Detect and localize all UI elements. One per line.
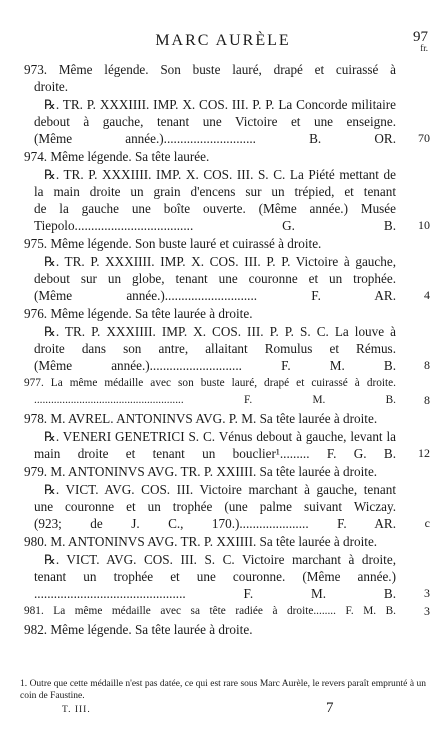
- catalogue-entry: [24, 410, 396, 427]
- price-value: 10: [418, 218, 430, 232]
- catalogue-entry: [24, 323, 430, 374]
- catalogue-entry: [24, 533, 396, 550]
- catalogue-entry: [24, 166, 430, 234]
- entry-line: (Même année.)............................ F. M. B.: [34, 358, 396, 373]
- catalogue-entry: [24, 253, 430, 304]
- entry-line: (Même année.)............................ B. OR.: [34, 131, 396, 146]
- entry-line: .............................................. F. M. B.: [34, 586, 396, 601]
- entry-line: la main droite un grain d'encens sur un trépied, et tenant: [34, 184, 396, 199]
- entry-line: 980. M. ANTONINVS AVG. TR. P. XXIIII. Sa tête laurée à droite.: [24, 534, 378, 549]
- entry-line: 973. Même légende. Son buste lauré, drapé et cuirassé à: [24, 62, 396, 77]
- entry-line: ..................................................... F. M. B.: [34, 394, 396, 406]
- price-value: 8: [424, 393, 430, 407]
- price-value: 4: [424, 288, 430, 302]
- catalogue-entry: [24, 61, 396, 95]
- catalogue-entry: [24, 235, 396, 252]
- entry-line: ℞. VICT. AVG. COS. III. Victoire marchant à gauche, tenant: [44, 482, 396, 497]
- catalogue-entry: [24, 481, 430, 532]
- entry-line: droite dans son antre, allaitant Romulus et Rémus.: [34, 341, 396, 356]
- running-title: MARC AURÈLE: [155, 32, 291, 49]
- catalogue-entry: [24, 551, 430, 602]
- signature-mark: T. III.: [62, 705, 91, 715]
- price-value: 12: [418, 446, 430, 460]
- catalogue-entry: [24, 428, 430, 462]
- catalogue-entry: [24, 305, 396, 322]
- catalogue-entry: [24, 375, 430, 409]
- entry-line: tenant un trophée et une couronne. (Même année.): [34, 569, 396, 584]
- entry-line: ℞. TR. P. XXXIIII. IMP. X. COS. III. P. P. S. C. La louve à: [44, 324, 396, 339]
- entry-line: (923; de J. C., 170.)..................... F. AR.: [34, 516, 396, 531]
- entry-line: debout sur un globe, tenant une couronne et un trophée.: [34, 271, 396, 286]
- footnote: 1. Outre que cette médaille n'est pas datée, ce qui est rare sous Marc Aurèle, le revers paraît emprunté à un coin de Faustine.: [20, 679, 426, 701]
- entry-line: debout à gauche, tenant une Victoire et une enseigne.: [34, 114, 396, 129]
- entry-line: de la gauche une boîte ouverte. (Même année.) Musée: [34, 201, 396, 216]
- catalogue-entry: [24, 96, 430, 147]
- catalogue-entry: [24, 621, 396, 638]
- price-value: c: [424, 516, 430, 530]
- entry-line: 978. M. AVREL. ANTONINVS AVG. P. M. Sa tête laurée à droite.: [24, 411, 378, 426]
- entry-line: ℞. TR. P. XXXIIII. IMP. X. COS. III. P. P. La Concorde militaire: [44, 97, 396, 112]
- price-value: 3: [424, 586, 430, 600]
- entry-line: ℞. VICT. AVG. COS. III. S. C. Victoire marchant à droite,: [44, 552, 396, 567]
- catalogue-entry: [24, 463, 396, 480]
- page-number: 97: [413, 29, 428, 45]
- entry-line: 977. La même médaille avec son buste lauré, drapé et cuirassé à droite.: [24, 377, 396, 389]
- entry-line: une couronne et un trophée (une palme suivant Wiczay.: [34, 499, 396, 514]
- catalogue-entry: [24, 603, 430, 620]
- entry-line: 979. M. ANTONINVS AVG. TR. P. XXIIII. Sa tête laurée à droite.: [24, 464, 378, 479]
- price-value: 70: [418, 131, 430, 145]
- entry-line: 975. Même légende. Son buste lauré et cuirassé à droite.: [24, 236, 322, 251]
- entry-line: ℞. TR. P. XXXIIII. IMP. X. COS. III. P. P. Victoire à gauche,: [44, 254, 396, 269]
- entry-line: droite.: [34, 79, 69, 94]
- entry-line: 982. Même légende. Sa tête laurée à droite.: [24, 622, 253, 637]
- page-number-block: [413, 30, 428, 52]
- catalogue-entries: [24, 61, 430, 639]
- signature-number: 7: [326, 700, 334, 716]
- entry-line: 976. Même légende. Sa tête laurée à droite.: [24, 306, 253, 321]
- price-value: 3: [424, 604, 430, 618]
- entry-line: main droite et tenant un bouclier¹......... F. G. B.: [34, 446, 396, 461]
- price-value: 8: [424, 358, 430, 372]
- entry-line: (Même année.)............................ F. AR.: [34, 288, 396, 303]
- entry-line: ℞. TR. P. XXXIIII. IMP. X. COS. III. S. C. La Piété mettant de: [44, 167, 396, 182]
- entry-line: ℞. VENERI GENETRICI S. C. Vénus debout à gauche, levant la: [44, 429, 396, 444]
- entry-line: 981. La même médaille avec sa tête radiée à droite........ F. M. B.: [24, 605, 396, 617]
- entry-line: 974. Même légende. Sa tête laurée.: [24, 149, 210, 164]
- entry-line: Tiepolo.................................... G. B.: [34, 218, 396, 233]
- currency-column-label: fr.: [420, 43, 428, 53]
- catalogue-entry: [24, 148, 396, 165]
